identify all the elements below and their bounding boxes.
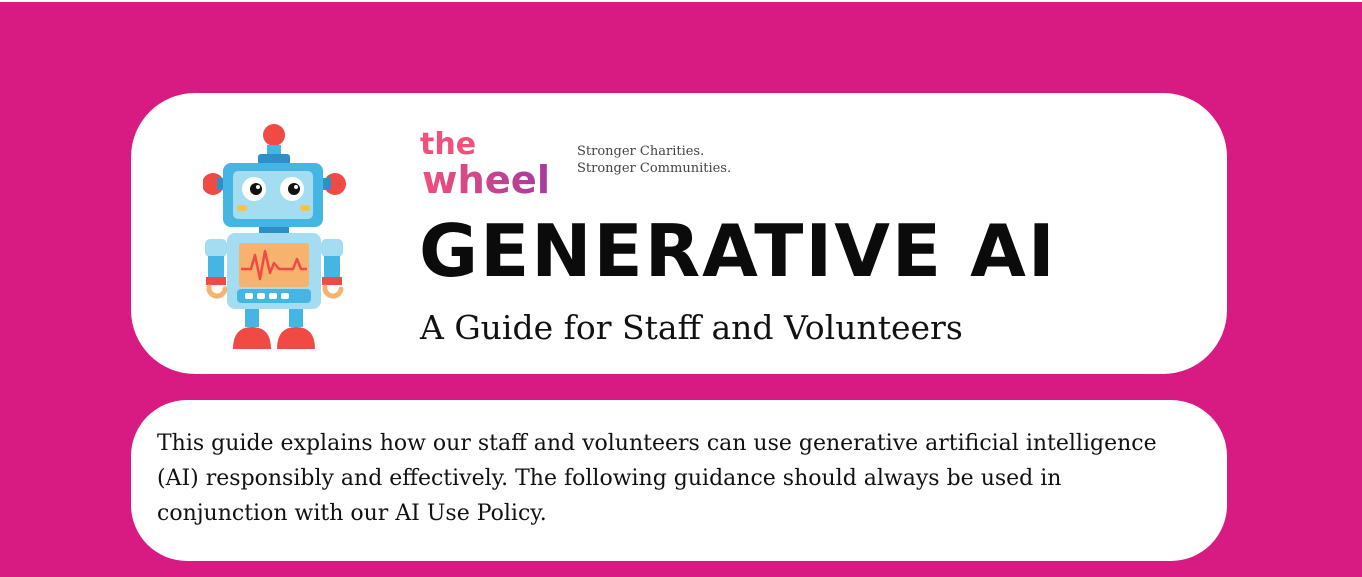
hero-card [131,93,1227,374]
logo-the-wheel [420,125,560,199]
intro-paragraph: This guide explains how our staff and volunteers can use generative artificial intelligence (AI) responsibly and effectively. The following guidance should always be used in conjunction with our AI Use Policy. [157,431,1157,526]
tagline-line-1: Stronger Charities. [577,144,705,159]
robot-icon [203,123,347,351]
tagline-line-2: Stronger Communities. [577,161,732,176]
page-background [0,2,1362,577]
logo-the-text: the [420,127,477,162]
logo-wheel-text: wheel [422,158,550,199]
intro-card [131,400,1227,561]
page-title: GENERATIVE AI [419,209,1057,293]
page-subtitle: A Guide for Staff and Volunteers [420,308,963,347]
tagline [577,143,731,177]
